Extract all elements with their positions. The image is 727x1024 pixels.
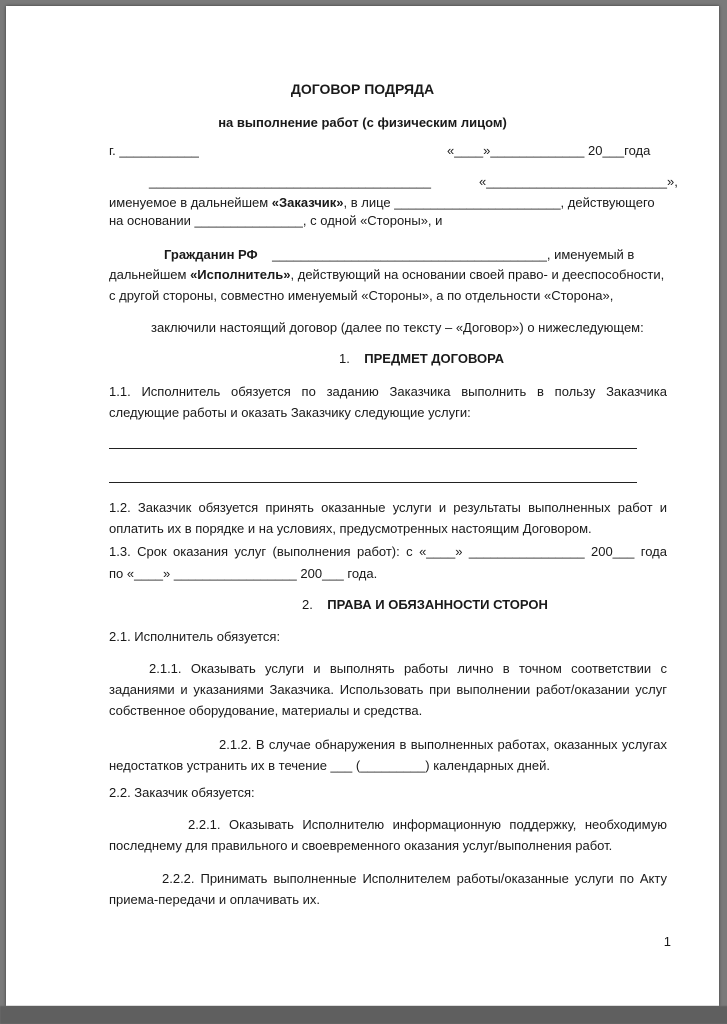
blank-line — [109, 482, 637, 483]
section-2-heading — [302, 596, 548, 614]
section-2-title: ПРАВА И ОБЯЗАННОСТИ СТОРОН — [327, 597, 548, 612]
document-title: ДОГОВОР ПОДРЯДА — [290, 81, 435, 97]
section-1-number: 1. — [339, 351, 350, 366]
party1-quote: «_________________________», — [479, 174, 678, 189]
date-line: «____»_____________ 20___года — [447, 143, 651, 158]
section-2-number: 2. — [302, 597, 313, 612]
party1-blank: _______________________________________ — [149, 174, 431, 189]
blurred-caption-strip — [0, 1006, 727, 1024]
contractor-line — [109, 266, 664, 284]
paragraph-2-1-1: 2.1.1. Оказывать услуги и выполнять работы лично в точном соответствии с заданиями и указаниями Заказчика. Использовать при выполнении работ/оказании услуг собственное оборудование, материалы и средства. — [109, 661, 667, 718]
document-page — [6, 6, 719, 1006]
party1-named-suffix: , в лице _______________________, действующего — [343, 195, 655, 210]
paragraph-2-2-2: 2.2.2. Принимать выполненные Исполнителем работы/оказанные услуги по Акту приема-передачи и оплачивать их. — [109, 871, 667, 907]
section-1-heading — [339, 350, 504, 368]
document-subtitle: на выполнение работ (с физическим лицом) — [218, 115, 507, 130]
blank-line — [109, 448, 637, 449]
section-1-title: ПРЕДМЕТ ДОГОВОРА — [364, 351, 505, 366]
contractor-suffix: , действующий на основании своей право- и дееспособности, — [290, 267, 665, 282]
party1-basis: на основании _______________, с одной «Стороны», и — [109, 213, 443, 228]
party1-named-prefix: именуемое в дальнейшем — [109, 195, 272, 210]
city-line: г. ___________ — [109, 143, 199, 158]
concluded-line: заключили настоящий договор (далее по тексту – «Договор») о нижеследующем: — [151, 320, 644, 335]
paragraph-1-3-line2: по «____» _________________ 200___ года. — [109, 566, 378, 581]
other-side-line: с другой стороны, совместно именуемый «Стороны», а по отдельности «Сторона», — [109, 288, 614, 303]
customer-word: «Заказчик» — [271, 195, 344, 210]
paragraph-2-1: 2.1. Исполнитель обязуется: — [109, 629, 281, 644]
page-number: 1 — [663, 934, 671, 949]
citizen-label: Гражданин РФ — [164, 247, 258, 262]
citizen-line — [164, 246, 634, 264]
paragraph-2-1-2: 2.1.2. В случае обнаружения в выполненных работах, оказанных услугах недостатков устранить их в течение ___ (_________) календарных дней. — [109, 737, 667, 773]
contractor-word: «Исполнитель» — [190, 267, 291, 282]
paragraph-1-3-line1: 1.3. Срок оказания услуг (выполнения работ): с «____» ________________ 200___ года — [109, 544, 667, 559]
contractor-prefix: дальнейшем — [109, 267, 191, 282]
party1-named-line — [109, 194, 655, 212]
paragraph-2-2-1: 2.2.1. Оказывать Исполнителю информационную поддержку, необходимую последнему для правильного и своевременного оказания услуг/выполнения работ. — [109, 817, 667, 853]
paragraph-1-1: 1.1. Исполнитель обязуется по заданию Заказчика выполнить в пользу Заказчика следующие работы и оказать Заказчику следующие услуги: — [109, 384, 667, 420]
citizen-rest: ______________________________________, именуемый в — [272, 247, 635, 262]
paragraph-2-2: 2.2. Заказчик обязуется: — [109, 785, 255, 800]
paragraph-1-2: 1.2. Заказчик обязуется принять оказанные услуги и результаты выполненных работ и оплатить их в порядке и на условиях, предусмотренных настоящим Договором. — [109, 500, 667, 536]
